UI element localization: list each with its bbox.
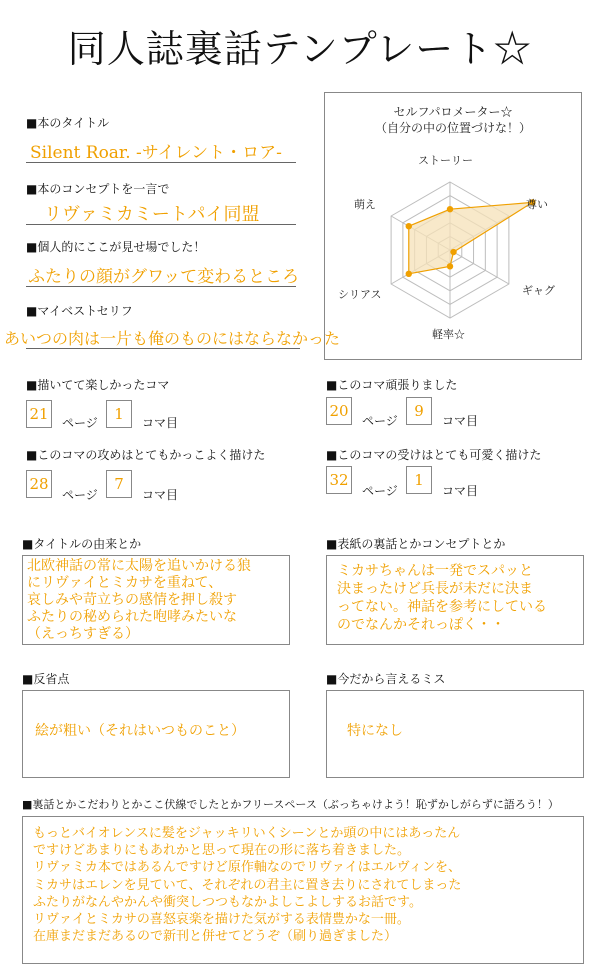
best-line-value: あいつの肉は一片も俺のものにはならなかった xyxy=(4,329,341,348)
cover-story-text xyxy=(327,556,583,634)
cover-story-line: のでなんかそれっぽく・・ xyxy=(337,617,505,633)
mistake-label: ■今だから言えるミス xyxy=(326,672,446,686)
hard-panel-page: 20 xyxy=(326,397,352,425)
cover-story-label: ■表紙の裏話とかコンセプトとか xyxy=(326,537,506,551)
radar-area xyxy=(409,202,533,273)
title-origin-line: （えっちすぎる） xyxy=(27,626,139,642)
fun-panel-frame-unit: コマ目 xyxy=(142,416,179,430)
radar-chart xyxy=(0,0,600,400)
cute-panel-page: 32 xyxy=(326,466,352,494)
radar-axis-label-0: ストーリー xyxy=(418,154,473,167)
cover-story-line: 決まったけど兵長が未だに決ま xyxy=(337,581,533,597)
free-space-label: ■裏話とかこだわりとかここ伏線でしたとかフリースペース（ぶっちゃけよう！恥ずかしがらずに語ろう！） xyxy=(22,798,559,811)
free-space-line: リヴァミカ本ではあるんですけど原作軸なのでリヴァイはエルヴィンを、 xyxy=(33,860,461,876)
title-origin-line: ふたりの秘められた咆哮みたいな xyxy=(27,609,237,625)
hard-panel-page-unit: ページ xyxy=(362,414,398,428)
title-origin-text xyxy=(23,556,289,643)
hard-panel-frame-unit: コマ目 xyxy=(442,414,479,428)
free-space-line: 在庫まだまだあるので新刊と併せてどうぞ（刷り過ぎました） xyxy=(33,929,398,945)
mistake-value: 特になし xyxy=(347,723,403,739)
cool-panel-page-unit: ページ xyxy=(62,488,98,502)
book-title-label: ■本のタイトル xyxy=(26,116,110,130)
cool-panel-label: ■このコマの攻めはとてもかっこよく描けた xyxy=(26,448,266,462)
free-space-text xyxy=(23,817,583,945)
hard-panel-label: ■このコマ頑張りました xyxy=(326,378,458,392)
radar-axis-label-3: 軽率☆ xyxy=(432,328,465,341)
radar-point-5 xyxy=(406,223,412,229)
cool-panel-frame-unit: コマ目 xyxy=(142,488,179,502)
radar-spoke xyxy=(450,250,509,284)
reflection-box xyxy=(22,690,290,778)
reflection-value: 絵が粗い（それはいつものこと） xyxy=(35,723,245,739)
cover-story-line: ミカサちゃんは一発でスパッと xyxy=(337,563,533,579)
fun-panel-label: ■描いてて楽しかったコマ xyxy=(26,378,170,392)
title-origin-line: 北欧神話の常に太陽を追いかける狼 xyxy=(27,558,251,574)
radar-point-0 xyxy=(447,206,453,212)
free-space-box xyxy=(22,816,584,964)
highlight-label: ■個人的にここが見せ場でした！ xyxy=(26,240,206,254)
cool-panel-page: 28 xyxy=(26,470,52,498)
concept-label: ■本のコンセプトを一言で xyxy=(26,182,170,196)
radar-point-4 xyxy=(406,271,412,277)
mistake-box xyxy=(326,690,584,778)
free-space-line: ミカサはエレンを見ていて、それぞれの君主に置き去りにされてしまった xyxy=(33,877,462,893)
free-space-line: ですけどあまりにもあれかと思って現在の形に落ち着きました。 xyxy=(33,843,411,859)
title-origin-label: ■タイトルの由来とか xyxy=(22,537,142,551)
cute-panel-frame: 1 xyxy=(406,466,432,494)
cover-story-box xyxy=(326,555,584,645)
cute-panel-frame-unit: コマ目 xyxy=(442,484,479,498)
cute-panel-label: ■このコマの受けはとても可愛く描けた xyxy=(326,448,542,462)
radar-subtitle: （自分の中の位置づけな！） xyxy=(374,121,531,135)
cute-panel-page-unit: ページ xyxy=(362,484,398,498)
radar-axis-label-2: ギャグ xyxy=(522,284,555,297)
fun-panel-frame: 1 xyxy=(106,400,132,428)
fun-panel-page: 21 xyxy=(26,400,52,428)
free-space-line: もっとバイオレンスに髪をジャッキリいくシーンとか頭の中にはあったん xyxy=(33,826,461,841)
hard-panel-frame: 9 xyxy=(406,397,432,425)
concept-value: リヴァミカミートパイ同盟 xyxy=(44,204,260,225)
highlight-value: ふたりの顔がグワッて変わるところ xyxy=(28,267,300,287)
book-title-value: Silent Roar. -サイレント・ロア- xyxy=(30,143,282,163)
radar-title: セルフパロメーター☆ xyxy=(393,105,513,119)
radar-axis-label-4: シリアス xyxy=(338,288,382,301)
page-title: 同人誌裏話テンプレート☆ xyxy=(67,27,533,71)
best-line-label: ■マイベストセリフ xyxy=(26,304,133,318)
title-origin-box xyxy=(22,555,290,645)
fun-panel-page-unit: ページ xyxy=(62,416,98,430)
reflection-label: ■反省点 xyxy=(22,672,70,686)
title-origin-line: にリヴァイとミカサを重ねて、 xyxy=(27,575,223,591)
radar-point-2 xyxy=(450,249,456,255)
free-space-line: ふたりがなんやかんや衝突しつつもなかよしこよしするお話です。 xyxy=(33,894,422,910)
cover-story-line: ってない。神話を参考にしている xyxy=(337,599,547,615)
radar-axis-label-1: 尊い xyxy=(526,198,548,211)
cool-panel-frame: 7 xyxy=(106,470,132,498)
title-origin-line: 哀しみや苛立ちの感情を押し殺す xyxy=(27,592,237,608)
radar-point-3 xyxy=(447,263,453,269)
free-space-line: リヴァイとミカサの喜怒哀楽を描けた気がする表情豊かな一冊。 xyxy=(33,911,410,927)
radar-axis-label-5: 萌え xyxy=(354,198,376,211)
